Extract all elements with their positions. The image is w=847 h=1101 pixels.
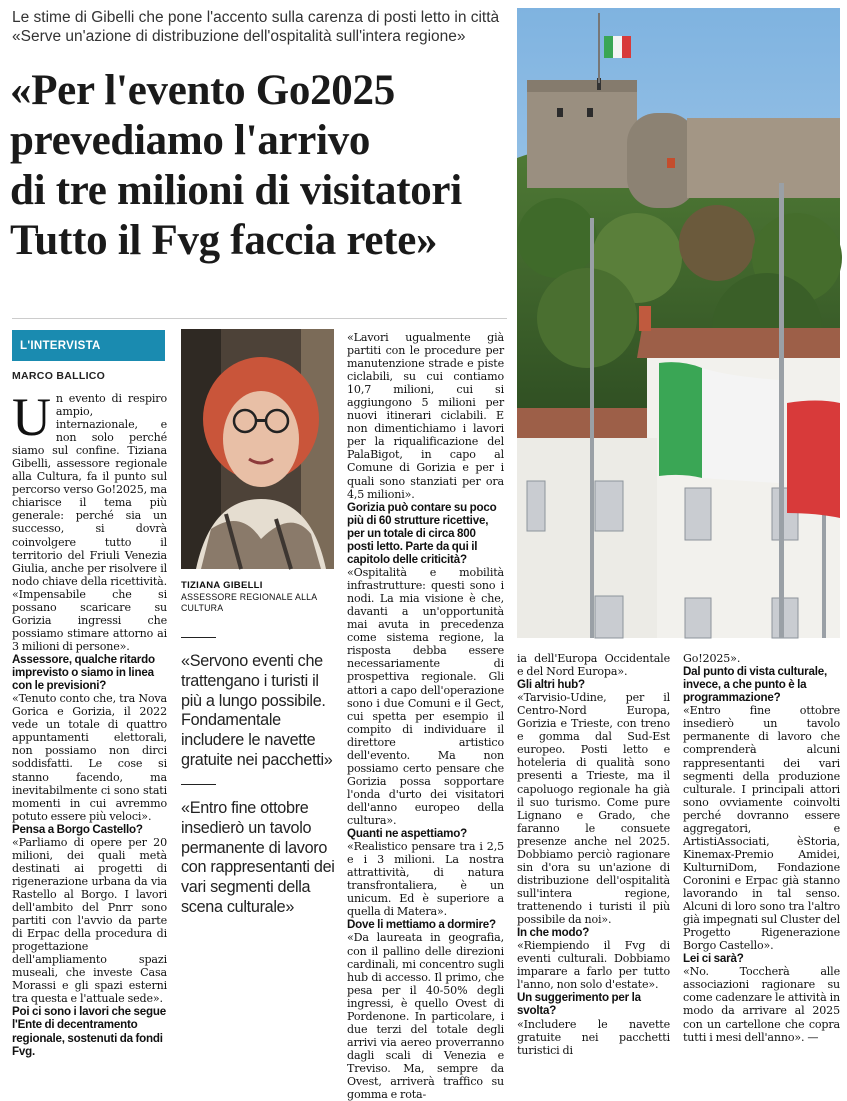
interview-question: Quanti ne aspettiamo?	[347, 827, 467, 841]
interview-answer: «Ospitalità e mobilità infrastrutture: questi sono i nodi. La mia visione è che, davanti a un'opportunità mai avuta in precedenza come sistema regione, la risposta debba essere necessariamente di prospettiva regionale. Gli attori a capo dell'operazione sono i due Comuni e il Gect, cui spetta per esempio il compito di individuare il direttore artistico dell'evento. Ma non possiamo certo pensare che Gorizia possa sopportare l'onda d'urto dei visitatori dell'anno europeo della cultura».	[347, 566, 504, 827]
interview-question: Gli altri hub?	[517, 678, 585, 692]
interview-answer: «Lavori ugualmente già partiti con le procedure per manutenzione strade e piste ciclabili, su cui contiamo 10,7 milioni, cui si aggiungono 5 milioni per nuovi itinerari ciclabili. E non dimentichiamo i lavori per la riqualificazione del PalaBigot, in capo al Comune di Gorizia e per i quali sono stanziati per ora 4,5 milioni».	[347, 331, 504, 501]
kicker-line: Le stime di Gibelli che pone l'accento sulla carenza di posti letto in città	[12, 9, 500, 26]
interview-answer: «Entro fine ottobre insedierò un tavolo permanente di lavoro che comprenderà alcuni rappresentanti dei vari segmenti della produzione culturale. I principali attori sono ovviamente coinvolti perché dovranno essere aggregatori, e ArtistiAssociati, èStoria, Kinemax-Premio Amidei, KulturniDom, Fondazione Coronini e Erpac già stanno lavorando in tal senso. Alcuni di loro sono tra l'altro già impegnati sul Cluster del Progetto Rigenerazione Borgo Castello».	[683, 704, 840, 953]
lead-text: n evento di respiro ampio, internazionale, e non solo perché siamo sul confine. Tiziana Gibelli, assessore regionale alla Cultura, fa il punto sul percorso verso Go!2025, ma chiarisce il tema più generale: perché sia un successo, si dovrà coinvolgere tutto il territorio del Friuli Venezia Giulia, anche per risolvere il nodo chiave della ricettività. «Impensabile che si possano scaricare su Gorizia ingressi che possiamo stimare attorno ai 3 milioni di persone».	[12, 392, 167, 653]
interview-answer: ia dell'Europa Occidentale e del Nord Europa».	[517, 652, 670, 679]
interview-question: Dove li mettiamo a dormire?	[347, 918, 496, 932]
interview-answer: Go!2025».	[683, 652, 741, 665]
portrait-photo	[181, 329, 334, 569]
castle-photo	[517, 8, 840, 638]
interview-question: Pensa a Borgo Castello?	[12, 822, 143, 836]
pull-quote-rule	[181, 784, 216, 785]
divider	[12, 318, 507, 319]
headline	[10, 66, 510, 266]
interview-answer: «Realistico pensare tra i 2,5 e i 3 milioni. La nostra attrattività, di natura transfrontaliera, è un unicum. Ed è superiore a quella di Matera».	[347, 840, 504, 919]
interview-question: Poi ci sono i lavori che segue l'Ente di decentramento regionale, sostenuti da fondi Fvg.	[12, 1005, 166, 1058]
interview-answer: «Parliamo di opere per 20 milioni, dei quali metà destinati ai progetti di rigenerazione urbana da via Rastello al Borgo. I lavori dell'ambito del Pnrr sono partiti con l'avvio da parte di Erpac della procedura di progettazione dell'ampliamento spazi museali, che investe Casa Morassi e gli spazi esterni tra questa e l'attuale sede».	[12, 835, 167, 1006]
headline-line: «Per l'evento Go2025	[10, 67, 395, 114]
pull-quote: «Servono eventi che trattengano i turisti il più a lungo possibile. Fondamentale includere le navette gratuite nei pacchetti»	[181, 652, 333, 769]
pull-quote: «Entro fine ottobre insedierò un tavolo permanente di lavoro con rappresentanti dei vari segmenti della scena culturale»	[181, 799, 335, 916]
headline-line: Tutto il Fvg faccia rete»	[10, 217, 438, 264]
kicker	[12, 8, 507, 46]
interview-question: In che modo?	[517, 926, 590, 940]
interview-answer: «Includere le navette gratuite nei pacchetti turistici di	[517, 1017, 670, 1057]
article-column-1	[12, 387, 167, 1058]
section-tag: L'INTERVISTA	[12, 330, 165, 361]
article-column-5	[683, 652, 840, 1044]
caption-role: ASSESSORE REGIONALE ALLA CULTURA	[181, 592, 317, 613]
interview-question: Un suggerimento per la svolta?	[517, 991, 641, 1018]
interview-question: Assessore, qualche ritardo imprevisto o siamo in linea con le previsioni?	[12, 652, 155, 693]
headline-line: prevediamo l'arrivo	[10, 117, 371, 164]
kicker-line: «Serve un'azione di distribuzione dell'ospitalità sull'intera regione»	[12, 28, 466, 45]
article-column-3	[347, 331, 504, 1101]
interview-question: Lei ci sarà?	[683, 952, 744, 966]
interview-question: Gorizia può contare su poco più di 60 strutture ricettive, per un totale di circa 800 posti letto. Parte da qui il capitolo delle criticità?	[347, 500, 497, 566]
interview-answer: «No. Toccherà alle associazioni ragionare su come cadenzare le attività in modo da arrivare al 2025 con un cartellone che copra tutti i mesi dell'anno». —	[683, 965, 840, 1044]
byline: MARCO BALLICO	[12, 370, 106, 382]
drop-cap: U	[12, 387, 51, 447]
interview-answer: «Tarvisio-Udine, per il Centro-Nord Europa, Gorizia e Trieste, con treno e gomma dal Sud-Est europeo. Posti letto e hoteleria di qualità sono presenti a Trieste, ma il capoluogo regionale ha già il suo turismo. Come pure Lignano e Grado, che faranno le consuete presenze anche nel 2025. Dobbiamo perciò ragionare sin d'ora su un'azione di distribuzione dell'ospitalità sull'intera regione, trattenendo i turisti il più possibile da noi».	[517, 691, 670, 926]
interview-answer: «Tenuto conto che, tra Nova Gorica e Gorizia, il 2022 vede un totale di quattro appuntamenti elettorali, non possiamo non dirci soddisfatti. Le cose si stanno facendo, ma inevitabilmente ci sono stati momenti in cui avremmo potuto essere più veloci».	[12, 692, 167, 823]
interview-answer: «Riempiendo il Fvg di eventi culturali. Dobbiamo imparare a farlo per tutto l'anno, non solo d'estate».	[517, 939, 670, 992]
article-column-4	[517, 652, 670, 1057]
caption-name: TIZIANA GIBELLI	[181, 580, 263, 591]
pull-quote-rule	[181, 637, 216, 638]
interview-answer: «Da laureata in geografia, con il pallino delle direzioni cardinali, mi concentro sugli hub di accesso. Il primo, che pesa per il 40-50% degli ingressi, è quello Ovest di Pordenone. In particolare, i due terzi del totale degli arrivi via aereo proverranno dagli scali di Venezia e Treviso. Ma, sempre da Ovest, arriverà traffico su gomma e rota-	[347, 931, 504, 1101]
lead-paragraph	[12, 387, 167, 653]
headline-line: di tre milioni di visitatori	[10, 167, 462, 214]
interview-question: Dal punto di vista culturale, invece, a che punto è la programmazione?	[683, 665, 827, 705]
